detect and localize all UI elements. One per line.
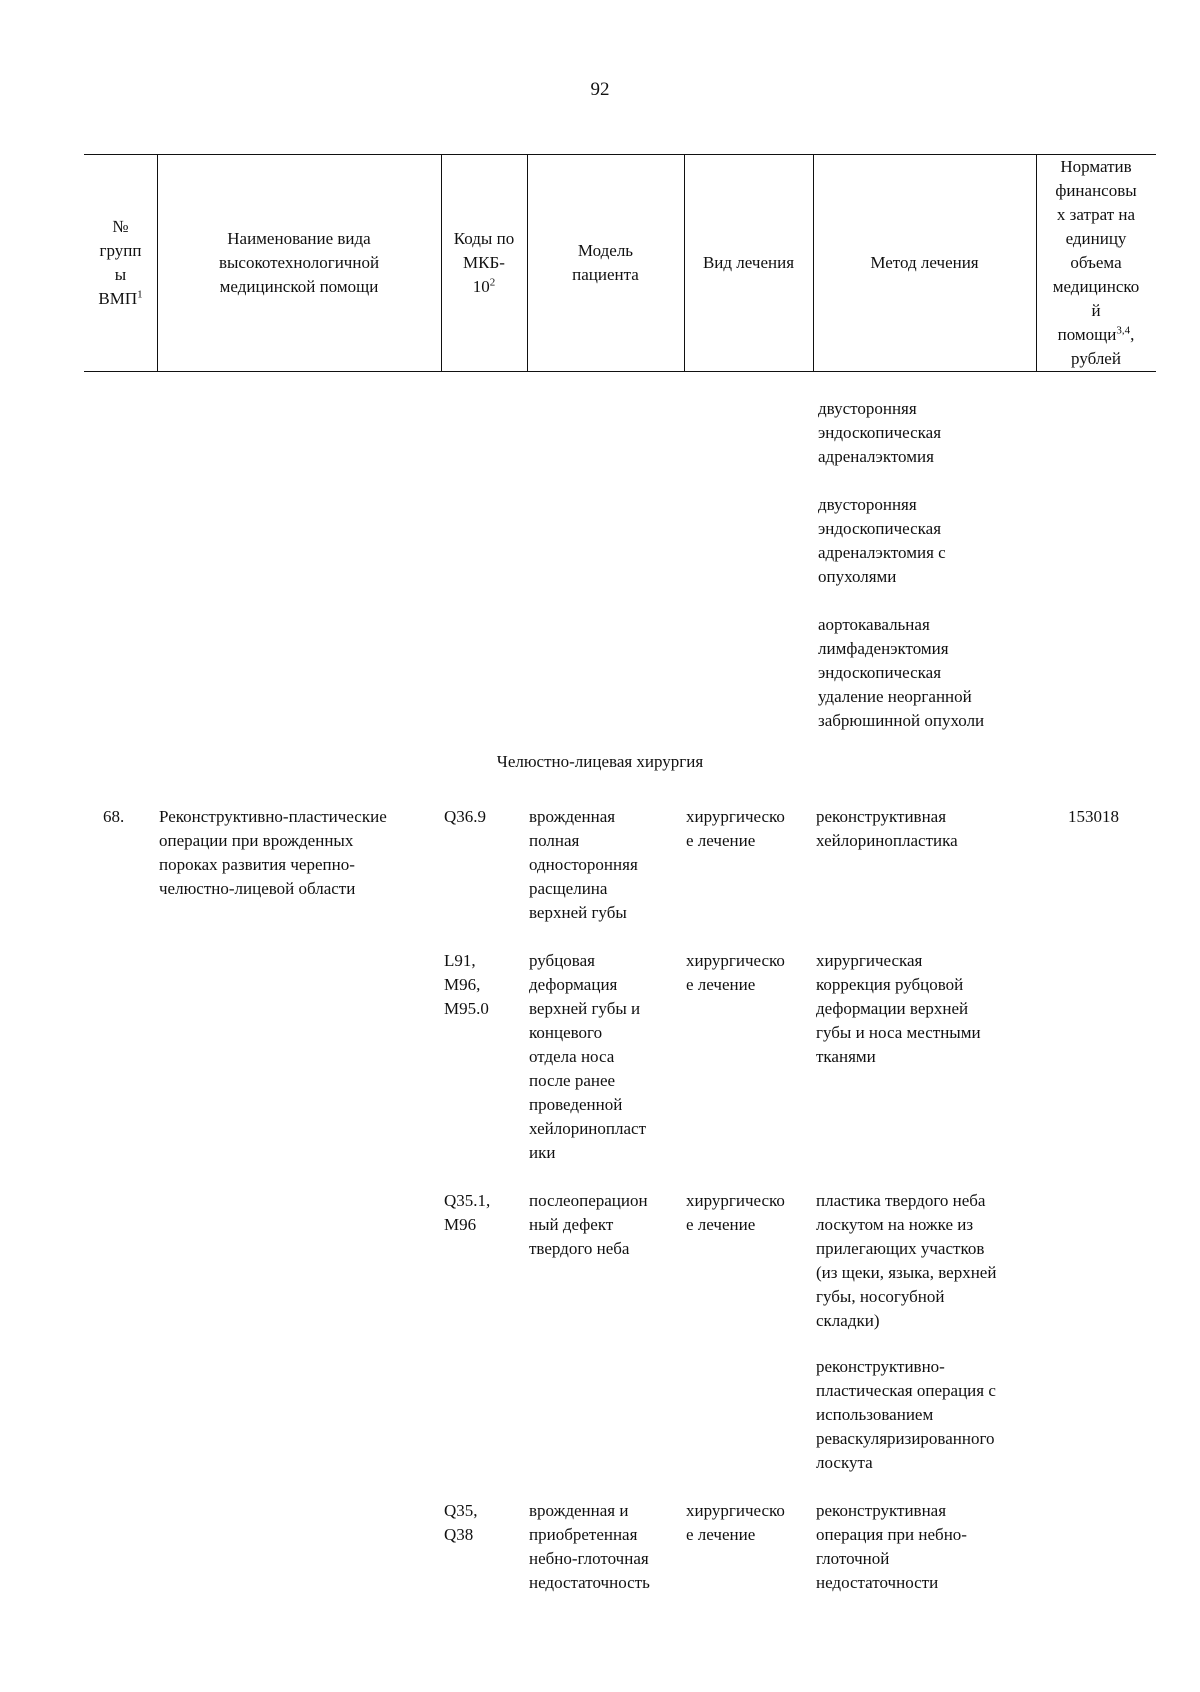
treatment-type-cell: хирургическо е лечение	[686, 807, 785, 850]
icd-codes-cell: L91, M96, M95.0	[444, 951, 489, 1018]
patient-model-cell: врожденная полная односторонняя расщелина верхней губы	[529, 807, 638, 922]
group-number: 68.	[103, 807, 125, 826]
header-financial-norm: Норматив финансовы х затрат на единицу объема медицинско й помощи$^{3,4}$, рублей	[1052, 157, 1140, 368]
method-cell: хирургическая коррекция рубцовой деформации верхней губы и носа местными тканями	[816, 951, 981, 1066]
treatment-type-cell: хирургическо е лечение	[686, 951, 785, 994]
care-type-cell: Реконструктивно-пластические операции при врожденных пороках развития черепно- челюстно-лицевой области	[159, 807, 387, 898]
header-care-type: Наименование вида высокотехнологичной медицинской помощи	[218, 229, 380, 296]
method-cell: пластика твердого неба лоскутом на ножке из прилегающих участков (из щеки, языка, верхней губы, носогубной складки)	[816, 1191, 997, 1330]
header-icd-codes: Коды по МКБ- $10^2$	[453, 229, 515, 296]
method-cell: реконструктивная хейлоринопластика	[816, 807, 958, 850]
method-cell: реконструктивная операция при небно- глоточной недостаточности	[816, 1501, 967, 1592]
financial-norm-cell: 153018	[1068, 807, 1119, 826]
icd-codes-cell: Q35.1, M96	[444, 1191, 491, 1234]
method-cell: аортокавальная лимфаденэктомия эндоскопическая удаление неорганной забрюшинной опухоли	[818, 615, 985, 730]
method-cell: двусторонняя эндоскопическая адреналэктомия с опухолями	[818, 495, 946, 586]
header-patient-model: Модель пациента	[572, 241, 639, 284]
page-number: 92	[590, 79, 610, 100]
header-treatment-type: Вид лечения	[702, 253, 795, 272]
icd-codes-cell: Q36.9	[444, 807, 487, 826]
patient-model-cell: рубцовая деформация верхней губы и концевого отдела носа после ранее проведенной хейлоринопласт ики	[529, 951, 646, 1162]
treatment-type-cell: хирургическо е лечение	[686, 1191, 785, 1234]
patient-model-cell: врожденная и приобретенная небно-глоточная недостаточность	[529, 1501, 650, 1592]
icd-codes-cell: Q35, Q38	[444, 1501, 478, 1544]
section-title: Челюстно-лицевая хирургия	[496, 752, 704, 771]
patient-model-cell: послеоперацион ный дефект твердого неба	[529, 1191, 648, 1258]
header-group-number: № групп ы ВМП$^1$	[98, 217, 143, 308]
header-treatment-method: Метод лечения	[870, 253, 979, 272]
treatment-type-cell: хирургическо е лечение	[686, 1501, 785, 1544]
method-cell: двусторонняя эндоскопическая адреналэктомия	[818, 399, 942, 466]
method-cell: реконструктивно- пластическая операция с использованием реваскуляризированного лоскута	[816, 1357, 996, 1472]
